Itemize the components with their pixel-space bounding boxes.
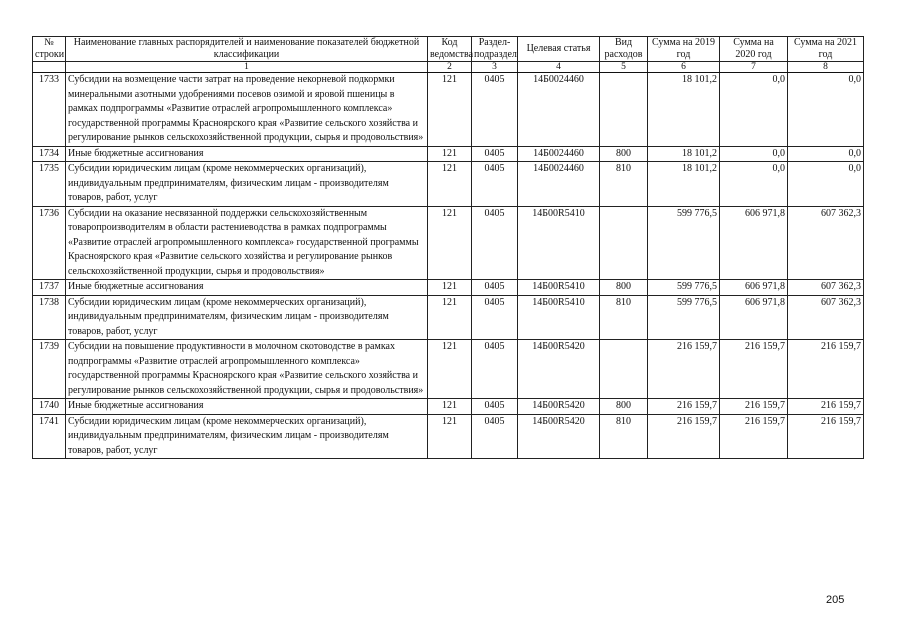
row-name: Субсидии на оказание несвязанной поддержки сельскохозяйственным товаропроизводителям в области растениеводства в рамках подпрограммы «Развитие отраслей агропромышленного комплекса» государственной программы Красноярского края «Развитие сельского хозяйства и регулирование рынков сельскохозяйственной продукции, сырья и продовольствия» xyxy=(66,206,428,280)
row-number: 1733 xyxy=(33,73,66,147)
header-sum-2020: Сумма на 2020 год xyxy=(720,37,788,62)
row-target-item: 14Б0024460 xyxy=(518,73,600,147)
header-section: Раздел-подраздел xyxy=(472,37,518,62)
header-name: Наименование главных распорядителей и наименование показателей бюджетной классификации xyxy=(66,37,428,62)
row-sum-2019: 18 101,2 xyxy=(648,146,720,162)
row-target-item: 14Б0024460 xyxy=(518,162,600,207)
row-sum-2021: 607 362,3 xyxy=(788,280,864,296)
row-expense-type: 810 xyxy=(600,162,648,207)
table-row xyxy=(33,206,864,280)
row-expense-type xyxy=(600,206,648,280)
row-sum-2019: 216 159,7 xyxy=(648,399,720,415)
page-number: 205 xyxy=(826,594,845,606)
row-sum-2021: 0,0 xyxy=(788,73,864,147)
table-row xyxy=(33,340,864,399)
row-number: 1740 xyxy=(33,399,66,415)
table-row xyxy=(33,146,864,162)
table-row xyxy=(33,162,864,207)
row-sum-2020: 0,0 xyxy=(720,146,788,162)
row-sum-2019: 18 101,2 xyxy=(648,73,720,147)
row-sum-2021: 607 362,3 xyxy=(788,295,864,340)
row-section: 0405 xyxy=(472,340,518,399)
column-number: 4 xyxy=(518,62,600,73)
row-sum-2021: 607 362,3 xyxy=(788,206,864,280)
row-number: 1739 xyxy=(33,340,66,399)
row-target-item: 14Б0024460 xyxy=(518,146,600,162)
table-row xyxy=(33,295,864,340)
row-sum-2021: 216 159,7 xyxy=(788,414,864,459)
column-number: 2 xyxy=(428,62,472,73)
row-department-code: 121 xyxy=(428,295,472,340)
row-sum-2020: 0,0 xyxy=(720,162,788,207)
row-target-item: 14Б00R5420 xyxy=(518,340,600,399)
row-sum-2019: 599 776,5 xyxy=(648,280,720,296)
header-expense-type: Вид расходов xyxy=(600,37,648,62)
row-number: 1734 xyxy=(33,146,66,162)
table-row xyxy=(33,414,864,459)
row-number: 1738 xyxy=(33,295,66,340)
row-sum-2019: 599 776,5 xyxy=(648,206,720,280)
row-expense-type: 800 xyxy=(600,146,648,162)
row-name: Субсидии юридическим лицам (кроме некоммерческих организаций), индивидуальным предпринимателям, физическим лицам - производителям товаров, работ, услуг xyxy=(66,414,428,459)
row-sum-2020: 606 971,8 xyxy=(720,280,788,296)
table-header xyxy=(33,37,864,73)
row-section: 0405 xyxy=(472,146,518,162)
row-target-item: 14Б00R5410 xyxy=(518,206,600,280)
row-department-code: 121 xyxy=(428,414,472,459)
row-section: 0405 xyxy=(472,295,518,340)
row-department-code: 121 xyxy=(428,73,472,147)
row-expense-type xyxy=(600,73,648,147)
row-target-item: 14Б00R5420 xyxy=(518,399,600,415)
table-body xyxy=(33,73,864,459)
row-department-code: 121 xyxy=(428,206,472,280)
row-department-code: 121 xyxy=(428,399,472,415)
column-number: 6 xyxy=(648,62,720,73)
row-target-item: 14Б00R5410 xyxy=(518,295,600,340)
row-name: Субсидии юридическим лицам (кроме некоммерческих организаций), индивидуальным предпринимателям, физическим лицам - производителям товаров, работ, услуг xyxy=(66,295,428,340)
column-number: 1 xyxy=(66,62,428,73)
row-sum-2020: 216 159,7 xyxy=(720,340,788,399)
row-sum-2021: 216 159,7 xyxy=(788,340,864,399)
row-target-item: 14Б00R5420 xyxy=(518,414,600,459)
column-number-row xyxy=(33,62,864,73)
row-department-code: 121 xyxy=(428,146,472,162)
row-name: Иные бюджетные ассигнования xyxy=(66,280,428,296)
row-target-item: 14Б00R5410 xyxy=(518,280,600,296)
row-sum-2021: 0,0 xyxy=(788,162,864,207)
row-sum-2020: 216 159,7 xyxy=(720,399,788,415)
column-number: 8 xyxy=(788,62,864,73)
row-sum-2020: 606 971,8 xyxy=(720,295,788,340)
row-expense-type: 800 xyxy=(600,399,648,415)
row-section: 0405 xyxy=(472,73,518,147)
header-sum-2021: Сумма на 2021 год xyxy=(788,37,864,62)
column-number xyxy=(33,62,66,73)
row-sum-2020: 0,0 xyxy=(720,73,788,147)
row-sum-2021: 0,0 xyxy=(788,146,864,162)
row-sum-2019: 18 101,2 xyxy=(648,162,720,207)
row-sum-2020: 216 159,7 xyxy=(720,414,788,459)
header-row xyxy=(33,37,864,62)
row-number: 1735 xyxy=(33,162,66,207)
budget-table xyxy=(32,36,864,459)
row-name: Иные бюджетные ассигнования xyxy=(66,399,428,415)
row-department-code: 121 xyxy=(428,340,472,399)
row-name: Субсидии юридическим лицам (кроме некоммерческих организаций), индивидуальным предпринимателям, физическим лицам - производителям товаров, работ, услуг xyxy=(66,162,428,207)
row-expense-type xyxy=(600,340,648,399)
row-section: 0405 xyxy=(472,414,518,459)
row-name: Субсидии на возмещение части затрат на проведение некорневой подкормки минеральными азотными удобрениями посевов озимой и яровой пшеницы в рамках подпрограммы «Развитие отраслей агропромышленного комплекса» государственной программы Красноярского края «Развитие сельского хозяйства и регулирование рынков сельскохозяйственной продукции, сырья и продовольствия» xyxy=(66,73,428,147)
column-number: 3 xyxy=(472,62,518,73)
row-sum-2020: 606 971,8 xyxy=(720,206,788,280)
row-name: Субсидии на повышение продуктивности в молочном скотоводстве в рамках подпрограммы «Развитие отраслей агропромышленного комплекса» государственной программы Красноярского края «Развитие сельского хозяйства и регулирование рынков сельскохозяйственной продукции, сырья и продовольствия» xyxy=(66,340,428,399)
header-department-code: Код ведомства xyxy=(428,37,472,62)
row-expense-type: 810 xyxy=(600,414,648,459)
header-target-item: Целевая статья xyxy=(518,37,600,62)
column-number: 7 xyxy=(720,62,788,73)
row-number: 1737 xyxy=(33,280,66,296)
row-department-code: 121 xyxy=(428,280,472,296)
row-number: 1741 xyxy=(33,414,66,459)
table-row xyxy=(33,399,864,415)
column-number: 5 xyxy=(600,62,648,73)
row-section: 0405 xyxy=(472,280,518,296)
row-expense-type: 800 xyxy=(600,280,648,296)
row-sum-2019: 216 159,7 xyxy=(648,340,720,399)
row-section: 0405 xyxy=(472,399,518,415)
row-sum-2021: 216 159,7 xyxy=(788,399,864,415)
row-expense-type: 810 xyxy=(600,295,648,340)
row-section: 0405 xyxy=(472,206,518,280)
table-row xyxy=(33,280,864,296)
header-sum-2019: Сумма на 2019 год xyxy=(648,37,720,62)
row-section: 0405 xyxy=(472,162,518,207)
row-name: Иные бюджетные ассигнования xyxy=(66,146,428,162)
row-sum-2019: 599 776,5 xyxy=(648,295,720,340)
row-sum-2019: 216 159,7 xyxy=(648,414,720,459)
header-row-number: № строки xyxy=(33,37,66,62)
row-number: 1736 xyxy=(33,206,66,280)
row-department-code: 121 xyxy=(428,162,472,207)
table-row xyxy=(33,73,864,147)
